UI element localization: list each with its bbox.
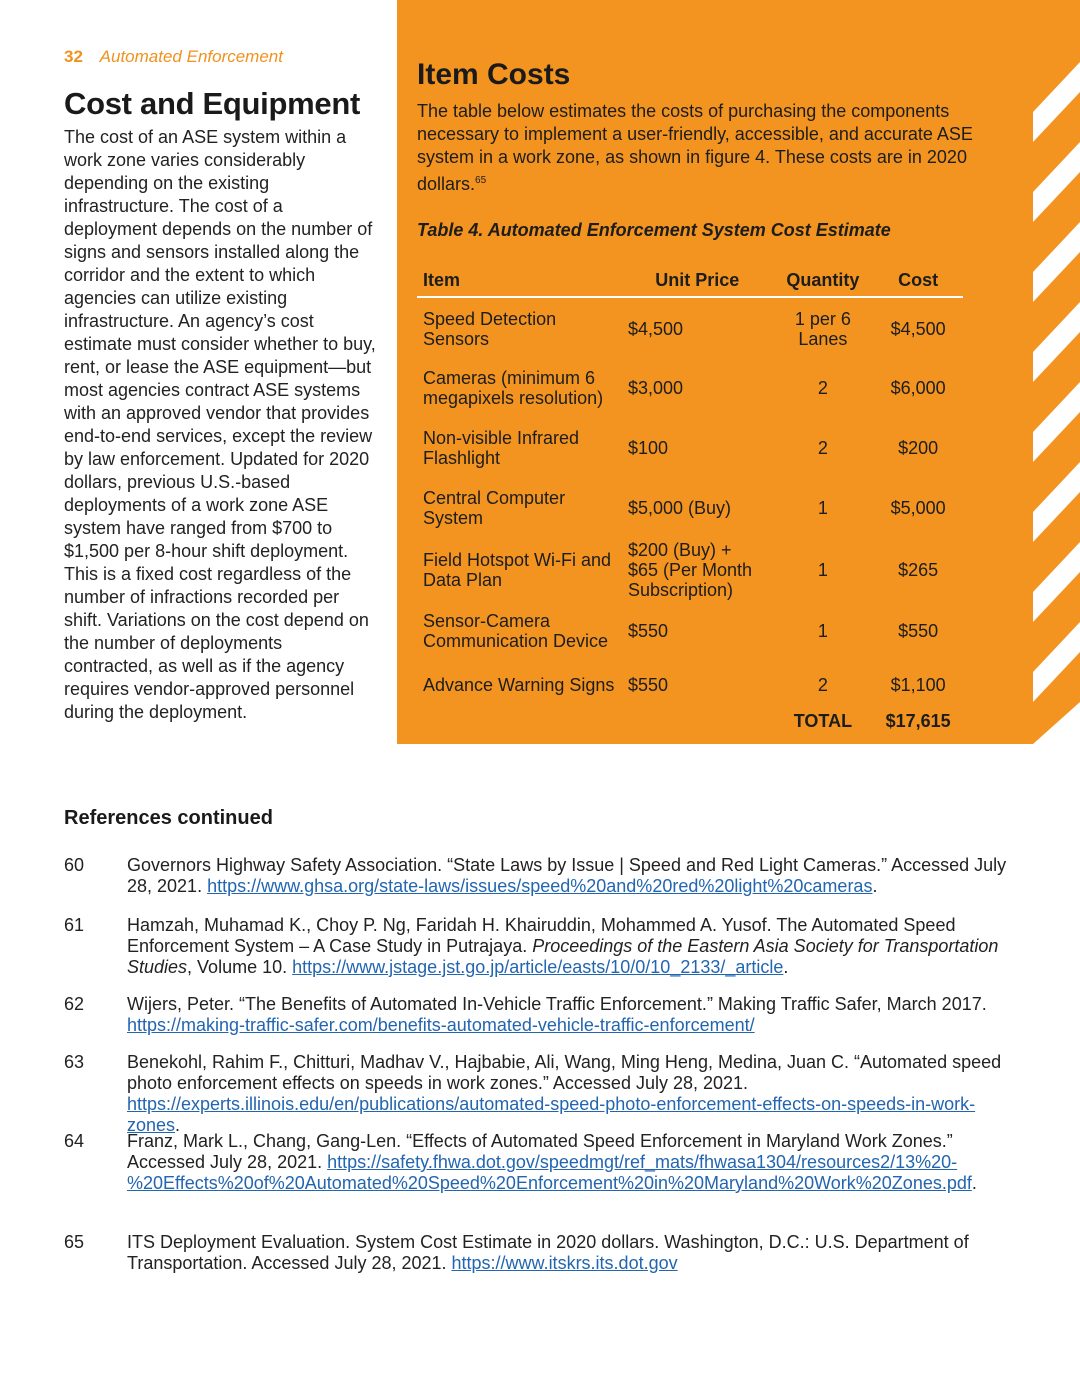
cell-cost: $6,000: [890, 378, 946, 398]
page-header: [64, 47, 283, 67]
reference-text: [127, 1052, 1027, 1136]
cell-unit-price-line: $65 (Per Month: [627, 560, 753, 580]
panel-content: [417, 58, 1017, 241]
reference-citation: .: [971, 1173, 977, 1193]
cell-quantity-line: 2: [817, 438, 828, 458]
footnote-marker: 65: [475, 175, 487, 186]
panel-title: Item Costs: [417, 58, 571, 91]
cell-item: [417, 479, 622, 537]
reference-number: 62: [64, 994, 85, 1014]
cell-unit-price: [622, 537, 773, 603]
table-header-row: [417, 266, 963, 297]
reference-number: 61: [64, 915, 85, 935]
cell-quantity: [773, 297, 874, 359]
cell-quantity: [773, 537, 874, 603]
cell-unit-price: [622, 297, 773, 359]
cell-unit-price-line: $550: [627, 675, 669, 695]
item-costs-panel: [397, 0, 1080, 744]
cell-quantity: [773, 359, 874, 417]
reference-citation: Hamzah, Muhamad K., Choy P. Ng, Faridah H. Khairuddin, Mohammed A. Yusof. The Automated Speed Enforcement System – A Case Study in Putrajaya.: [127, 915, 956, 956]
reference-citation: .: [872, 876, 878, 896]
cell-item: [417, 659, 622, 711]
cell-unit-price-line: $4,500: [627, 318, 684, 339]
cell-item-line: Central Computer: [423, 488, 566, 508]
cell-cost: $200: [898, 438, 939, 458]
header-unit-price: Unit Price: [622, 266, 773, 297]
cell-item-line: Sensor-Camera: [423, 611, 551, 631]
table-row: [417, 659, 963, 711]
table-row: [417, 297, 963, 359]
table-caption: Table 4. Automated Enforcement System Cost Estimate: [417, 220, 891, 240]
cost-table: [417, 266, 963, 731]
cell-item-line: Speed Detection: [423, 308, 557, 329]
cell-quantity: [773, 659, 874, 711]
cell-unit-price-line: $3,000: [627, 378, 684, 398]
header-item: Item: [417, 266, 622, 297]
cell-unit-price-line: $5,000 (Buy): [627, 498, 732, 518]
header-quantity: Quantity: [773, 266, 874, 297]
table-body: [417, 297, 963, 711]
cell-cost: $265: [898, 560, 939, 580]
total-label: TOTAL: [793, 711, 853, 731]
cell-unit-price: [622, 659, 773, 711]
cell-item-line: Cameras (minimum 6: [423, 368, 596, 388]
reference-citation: , Volume 10.: [187, 957, 293, 977]
reference-number: 63: [64, 1052, 85, 1072]
table-row: [417, 537, 963, 603]
reference-citation: Wijers, Peter. “The Benefits of Automated In-Vehicle Traffic Enforcement.” Making Traffic Safer, March 2017.: [127, 994, 987, 1014]
cell-quantity-line: Lanes: [798, 328, 848, 349]
reference-text: [127, 1131, 1027, 1194]
reference-citation: .: [783, 957, 789, 977]
reference-link[interactable]: https://www.itskrs.its.dot.gov: [451, 1253, 678, 1273]
cell-item: [417, 417, 622, 479]
total-row: [417, 711, 963, 731]
reference-link[interactable]: https://www.jstage.jst.go.jp/article/easts/10/0/10_2133/_article: [292, 957, 784, 977]
reference-link[interactable]: https://experts.illinois.edu/en/publications/automated-speed-photo-enforcement-effects-on-speeds-in-work-zones: [127, 1094, 976, 1135]
reference-number: 60: [64, 855, 85, 875]
reference-citation: Franz, Mark L., Chang, Gang-Len. “Effects of Automated Speed Enforcement in Maryland Work Zones.” Accessed July 28, 2021.: [127, 1131, 953, 1172]
cell-quantity: [773, 479, 874, 537]
table-row: [417, 479, 963, 537]
reference-text: [127, 855, 1027, 897]
cell-item-line: megapixels resolution): [423, 388, 604, 408]
cell-unit-price-line: Subscription): [627, 580, 734, 600]
cell-cost: $1,100: [890, 675, 946, 695]
cell-unit-price: [622, 603, 773, 659]
panel-intro: [417, 100, 1017, 196]
cell-item-line: Advance Warning Signs: [423, 675, 615, 695]
cell-unit-price: [622, 417, 773, 479]
cell-unit-price: [622, 359, 773, 417]
cell-quantity: [773, 603, 874, 659]
cell-quantity-line: 2: [817, 378, 828, 398]
table-row: [417, 603, 963, 659]
cell-item: [417, 537, 622, 603]
cell-unit-price-line: $100: [627, 438, 669, 458]
left-column: [64, 86, 376, 724]
cell-item-line: Non-visible Infrared: [423, 428, 580, 448]
reference-journal: Proceedings of the Eastern Asia Society for Transportation Studies: [127, 936, 999, 977]
cell-cost: $550: [898, 621, 939, 641]
reference-number: 64: [64, 1131, 85, 1151]
table-row: [417, 359, 963, 417]
reference-number: 65: [64, 1232, 85, 1252]
cell-quantity-line: 1 per 6: [794, 308, 851, 329]
reference-text: [127, 915, 1027, 978]
cell-item: [417, 359, 622, 417]
cell-unit-price-line: $200 (Buy) +: [627, 540, 732, 560]
cell-quantity-line: 1: [817, 560, 828, 580]
total-value: $17,615: [885, 711, 951, 731]
cell-item-line: System: [423, 508, 484, 528]
cell-quantity: [773, 417, 874, 479]
cell-unit-price-line: $550: [627, 621, 669, 641]
page-number: 32: [64, 47, 83, 66]
cell-unit-price: [622, 479, 773, 537]
cell-item: [417, 603, 622, 659]
cell-item-line: Flashlight: [423, 448, 501, 468]
cell-cost: $4,500: [890, 318, 946, 339]
reference-citation: .: [175, 1115, 181, 1135]
cell-item: [417, 297, 622, 359]
section-title: Cost and Equipment: [64, 86, 360, 121]
running-title: Automated Enforcement: [99, 47, 283, 66]
references-heading: References continued: [64, 807, 273, 829]
table-row: [417, 417, 963, 479]
cell-item-line: Sensors: [423, 328, 490, 349]
cell-quantity-line: 1: [817, 498, 828, 518]
cell-quantity-line: 1: [817, 621, 828, 641]
reference-citation: Governors Highway Safety Association. “State Laws by Issue | Speed and Red Light Cameras.” Accessed July 28, 2021.: [127, 855, 1007, 896]
cell-quantity-line: 2: [817, 675, 828, 695]
reference-text: [127, 1232, 1027, 1274]
reference-link[interactable]: https://safety.fhwa.dot.gov/speedmgt/ref_mats/fhwasa1304/resources2/13%20-%20Effects%20of%20Automated%20Speed%20Enforcement%20in%20Maryland%20Work%20Zones.pdf: [127, 1152, 972, 1193]
reference-citation: ITS Deployment Evaluation. System Cost Estimate in 2020 dollars. Washington, D.C.: U.S. Department of Transportation. Accessed July 28, 2021.: [127, 1232, 969, 1273]
header-cost: Cost: [873, 266, 963, 297]
reference-citation: Benekohl, Rahim F., Chitturi, Madhav V., Hajbabie, Ali, Wang, Ming Heng, Medina, Juan C. “Automated speed photo enforcement effects on speeds in work zones.” Accessed July 28, 2021.: [127, 1052, 1002, 1093]
panel-intro-text: The table below estimates the costs of purchasing the components necessary to implement a user-friendly, accessible, and accurate ASE system in a work zone, as shown in figure 4. These costs are in 2020 dollars.: [417, 101, 973, 194]
cell-item-line: Data Plan: [423, 570, 503, 590]
cell-item-line: Communication Device: [423, 631, 609, 651]
cell-cost: $5,000: [890, 498, 946, 518]
section-body: The cost of an ASE system within a work zone varies considerably depending on the existing infrastructure. The cost of a deployment depends on the number of signs and sensors installed along the corridor and the extent to which agencies can utilize existing infrastructure. An agency’s cost estimate must consider whether to buy, rent, or lease the ASE equipment—but most agencies contract ASE systems with an approved vendor that provides end-to-end services, except the review by law enforcement. Updated for 2020 dollars, previous U.S.-based deployments of a work zone ASE system have ranged from $700 to $1,500 per 8-hour shift deployment. This is a fixed cost regardless of the number of infractions recorded per shift. Variations on the cost depend on the number of deployments contracted, as well as if the agency requires vendor-approved personnel during the deployment.: [64, 127, 376, 722]
reference-text: [127, 994, 1027, 1036]
cell-item-line: Field Hotspot Wi-Fi and: [423, 550, 612, 570]
reference-link[interactable]: https://making-traffic-safer.com/benefits-automated-vehicle-traffic-enforcement/: [127, 1015, 755, 1035]
reference-link[interactable]: https://www.ghsa.org/state-laws/issues/speed%20and%20red%20light%20cameras: [207, 876, 873, 896]
